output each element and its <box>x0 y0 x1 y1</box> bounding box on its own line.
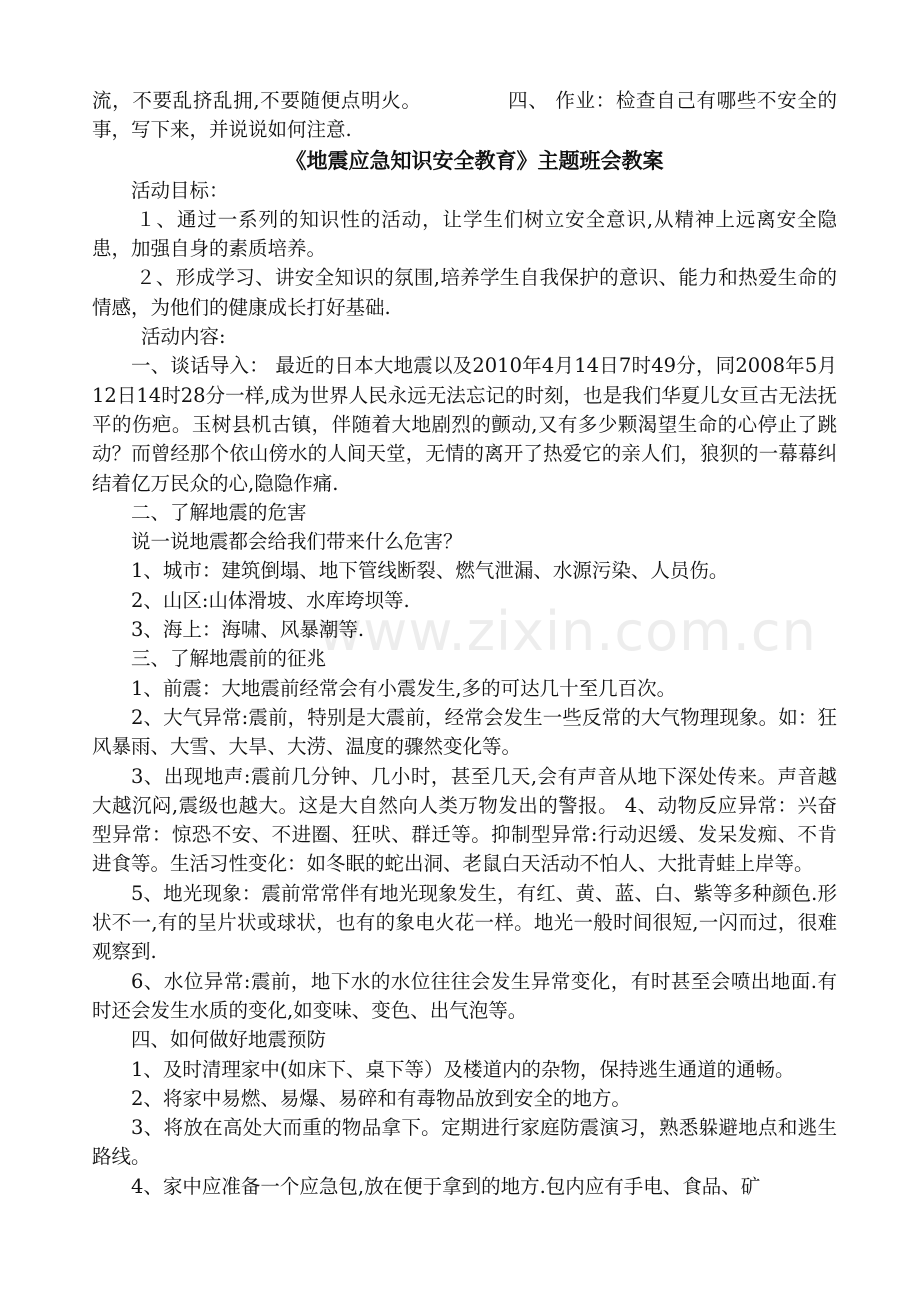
lead-text-a: 流，不要乱挤乱拥,不要随便点明火。 <box>92 89 422 112</box>
intro-paragraph: 一、谈话导入： 最近的日本大地震以及2010年4月14日7时49分，同2008年5月12日14时28分一样,成为世界人民永远无法忘记的时刻，也是我们华夏儿女亘古无法抚平的伤疤。玉树县机古镇，伴随着大地剧烈的颤动,又有多少颗渴望生命的心停止了跳动？而曾经那个依山傍水的人间天堂，无情的离开了热爱它的亲人们，狼狈的一幕幕纠结着亿万民众的心,隐隐作痛. <box>92 354 837 495</box>
lead-text-b: 四、 作业：检查自己有哪些不安全的事，写下来，并说说如何注意. <box>92 89 837 142</box>
page-title: 《地震应急知识安全教育》主题班会教案 <box>285 147 664 173</box>
sign-item-3: 3、出现地声:震前几分钟、几小时，甚至几天,会有声音从地下深处传来。声音越大越沉闷,震级也越大。这是大自然向人类万物发出的警报。 4、动物反应异常：兴奋型异常：惊恐不安、不进圈、狂吠、群迁等。抑制型异常:行动迟缓、发呆发痴、不肯进食等。生活习性变化：如冬眠的蛇出洞、老鼠白天活动不怕人、大批青蛙上岸等。 <box>92 764 837 876</box>
objectives-heading: 活动目标： <box>131 178 229 202</box>
sign-item-6: 6、水位异常:震前，地下水的水位往往会发生异常变化，有时甚至会喷出地面.有时还会发生水质的变化,如变味、变色、出气泡等。 <box>92 969 837 1022</box>
prevention-item-1: 1、及时清理家中(如床下、桌下等）及楼道内的杂物，保持逃生通道的通畅。 <box>131 1057 795 1081</box>
sign-item-2: 2、大气异常:震前，特别是大震前，经常会发生一些反常的大气物理现象。如：狂风暴雨、大雪、大旱、大涝、温度的骤然变化等。 <box>92 705 837 759</box>
document-page <box>92 86 837 1201</box>
sign-item-1: 1、前震：大地震前经常会有小震发生,多的可达几十至几百次。 <box>131 676 677 700</box>
hazard-item-3: 3、海上：海啸、风暴潮等. <box>131 618 365 642</box>
prevention-item-4: 4、家中应准备一个应急包,放在便于拿到的地方.包内应有手电、食品、矿 <box>131 1174 761 1198</box>
section-3-heading: 三、了解地震前的征兆 <box>131 647 327 671</box>
hazard-item-2: 2、山区:山体滑坡、水库垮坝等. <box>131 588 410 612</box>
prevention-item-3: 3、将放在高处大而重的物品拿下。定期进行家庭防震演习，熟悉躲避地点和逃生路线。 <box>92 1116 837 1169</box>
prevention-item-2: 2、将家中易燃、易爆、易碎和有毒物品放到安全的地方。 <box>131 1086 631 1110</box>
section-2-heading: 二、了解地震的危害 <box>131 500 307 524</box>
section-2-question: 说一说地震都会给我们带来什么危害？ <box>131 530 463 554</box>
hazard-item-1: 1、城市：建筑倒塌、地下管线断裂、燃气泄漏、水源污染、人员伤。 <box>131 559 729 583</box>
watermark: www.zixin.com.cn <box>318 600 817 663</box>
content-heading: 活动内容: <box>141 325 226 349</box>
section-4-heading: 四、如何做好地震预防 <box>131 1028 327 1052</box>
objective-1: １、通过一系列的知识性的活动，让学生们树立安全意识,从精神上远离安全隐患，加强自身的素质培养。 <box>92 207 837 261</box>
sign-item-5: 5、地光现象：震前常常伴有地光现象发生，有红、黄、蓝、白、紫等多种颜色.形状不一,有的呈片状或球状，也有的象电火花一样。地光一般时间很短,一闪而过，很难观察到. <box>92 881 837 964</box>
lead-paragraph <box>92 86 837 145</box>
objective-2: ２、形成学习、讲安全知识的氛围,培养学生自我保护的意识、能力和热爱生命的情感，为他们的健康成长打好基础. <box>92 266 837 319</box>
